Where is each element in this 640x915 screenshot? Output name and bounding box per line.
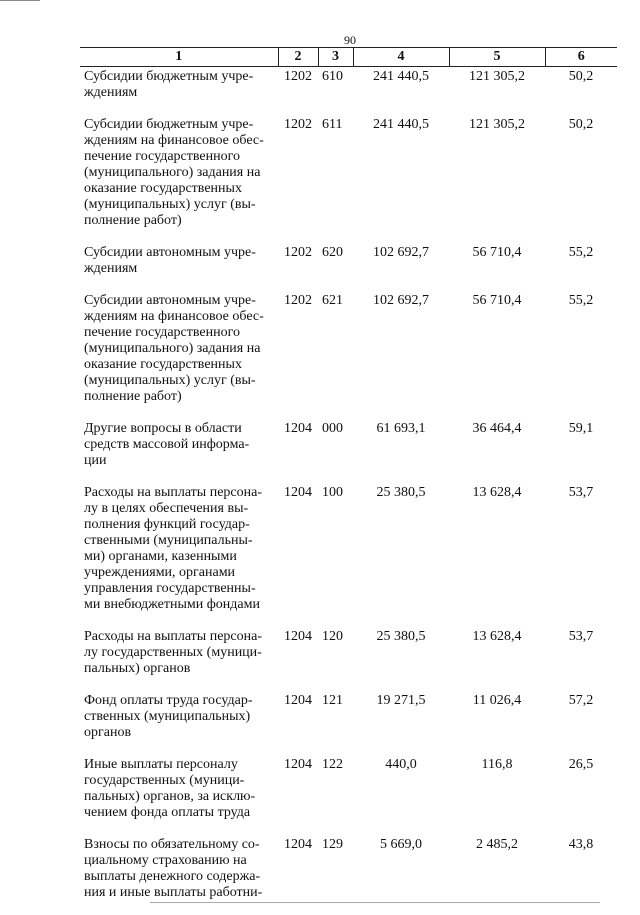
row-section-code: 1204 — [278, 755, 318, 835]
row-description: Субсидии бюджетным учре- ждениям — [80, 67, 278, 116]
row-planned-amount: 241 440,5 — [353, 67, 449, 116]
row-expense-type-code: 129 — [318, 835, 353, 915]
row-description: Субсидии автономным учре- ждениям на финансовое обес- печение государственного (муниципального) задания на оказание государственных (муниципальных) услуг (вы- полнение работ) — [80, 291, 278, 419]
row-description: Другие вопросы в области средств массовой информа- ции — [80, 419, 278, 483]
row-section-code: 1202 — [278, 243, 318, 291]
row-section-code: 1204 — [278, 419, 318, 483]
row-planned-amount: 61 693,1 — [353, 419, 449, 483]
row-expense-type-code: 611 — [318, 115, 353, 243]
row-executed-amount: 56 710,4 — [449, 291, 545, 419]
row-expense-type-code: 000 — [318, 419, 353, 483]
row-section-code: 1204 — [278, 691, 318, 755]
table-row — [80, 115, 617, 243]
column-header-6: 6 — [545, 48, 617, 67]
table-body — [80, 67, 617, 915]
row-executed-amount: 121 305,2 — [449, 115, 545, 243]
row-planned-amount: 25 380,5 — [353, 627, 449, 691]
row-expense-type-code: 621 — [318, 291, 353, 419]
row-expense-type-code: 120 — [318, 627, 353, 691]
row-execution-percent: 50,2 — [545, 67, 617, 116]
row-execution-percent: 53,7 — [545, 627, 617, 691]
row-section-code: 1204 — [278, 483, 318, 627]
row-expense-type-code: 121 — [318, 691, 353, 755]
row-executed-amount: 2 485,2 — [449, 835, 545, 915]
column-header-4: 4 — [353, 48, 449, 67]
row-expense-type-code: 610 — [318, 67, 353, 116]
row-execution-percent: 50,2 — [545, 115, 617, 243]
table-row — [80, 627, 617, 691]
row-expense-type-code: 620 — [318, 243, 353, 291]
page-number: 90 — [0, 33, 640, 48]
column-header-1: 1 — [80, 48, 278, 67]
row-description: Иные выплаты персоналу государственных (муници- пальных) органов, за исклю- чением фонда оплаты труда — [80, 755, 278, 835]
row-execution-percent: 53,7 — [545, 483, 617, 627]
row-section-code: 1204 — [278, 627, 318, 691]
row-section-code: 1202 — [278, 67, 318, 116]
column-header-2: 2 — [278, 48, 318, 67]
row-planned-amount: 5 669,0 — [353, 835, 449, 915]
row-section-code: 1202 — [278, 115, 318, 243]
row-executed-amount: 116,8 — [449, 755, 545, 835]
row-executed-amount: 11 026,4 — [449, 691, 545, 755]
row-execution-percent: 55,2 — [545, 291, 617, 419]
table-row — [80, 691, 617, 755]
table-row — [80, 835, 617, 915]
row-planned-amount: 102 692,7 — [353, 291, 449, 419]
header-row — [80, 48, 617, 67]
row-planned-amount: 25 380,5 — [353, 483, 449, 627]
row-section-code: 1202 — [278, 291, 318, 419]
row-execution-percent: 57,2 — [545, 691, 617, 755]
row-planned-amount: 241 440,5 — [353, 115, 449, 243]
table-row — [80, 243, 617, 291]
row-execution-percent: 55,2 — [545, 243, 617, 291]
table-row — [80, 291, 617, 419]
row-executed-amount: 13 628,4 — [449, 483, 545, 627]
table-row — [80, 483, 617, 627]
row-section-code: 1204 — [278, 835, 318, 915]
row-expense-type-code: 100 — [318, 483, 353, 627]
table-row — [80, 67, 617, 116]
row-executed-amount: 36 464,4 — [449, 419, 545, 483]
row-description: Фонд оплаты труда государ- ственных (муниципальных) органов — [80, 691, 278, 755]
row-executed-amount: 56 710,4 — [449, 243, 545, 291]
bottom-edge-line — [150, 902, 600, 903]
row-planned-amount: 440,0 — [353, 755, 449, 835]
row-expense-type-code: 122 — [318, 755, 353, 835]
row-executed-amount: 121 305,2 — [449, 67, 545, 116]
table-row — [80, 419, 617, 483]
top-edge-line — [0, 0, 40, 1]
row-execution-percent: 26,5 — [545, 755, 617, 835]
row-description: Расходы на выплаты персона- лу в целях обеспечения вы- полнения функций государ- ственными (муниципальны- ми) органами, казенными учреждениями, органами управления государственны- ми внебюджетными фондами — [80, 483, 278, 627]
row-execution-percent: 43,8 — [545, 835, 617, 915]
row-description: Субсидии бюджетным учре- ждениям на финансовое обес- печение государственного (муниципального) задания на оказание государственных (муниципальных) услуг (вы- полнение работ) — [80, 115, 278, 243]
budget-table — [80, 47, 617, 915]
row-planned-amount: 19 271,5 — [353, 691, 449, 755]
row-executed-amount: 13 628,4 — [449, 627, 545, 691]
row-description: Расходы на выплаты персона- лу государственных (муници- пальных) органов — [80, 627, 278, 691]
row-planned-amount: 102 692,7 — [353, 243, 449, 291]
column-header-5: 5 — [449, 48, 545, 67]
row-execution-percent: 59,1 — [545, 419, 617, 483]
row-description: Взносы по обязательному со- циальному страхованию на выплаты денежного содержа- ния и иные выплаты работни- — [80, 835, 278, 915]
table-row — [80, 755, 617, 835]
column-header-3: 3 — [318, 48, 353, 67]
row-description: Субсидии автономным учре- ждениям — [80, 243, 278, 291]
